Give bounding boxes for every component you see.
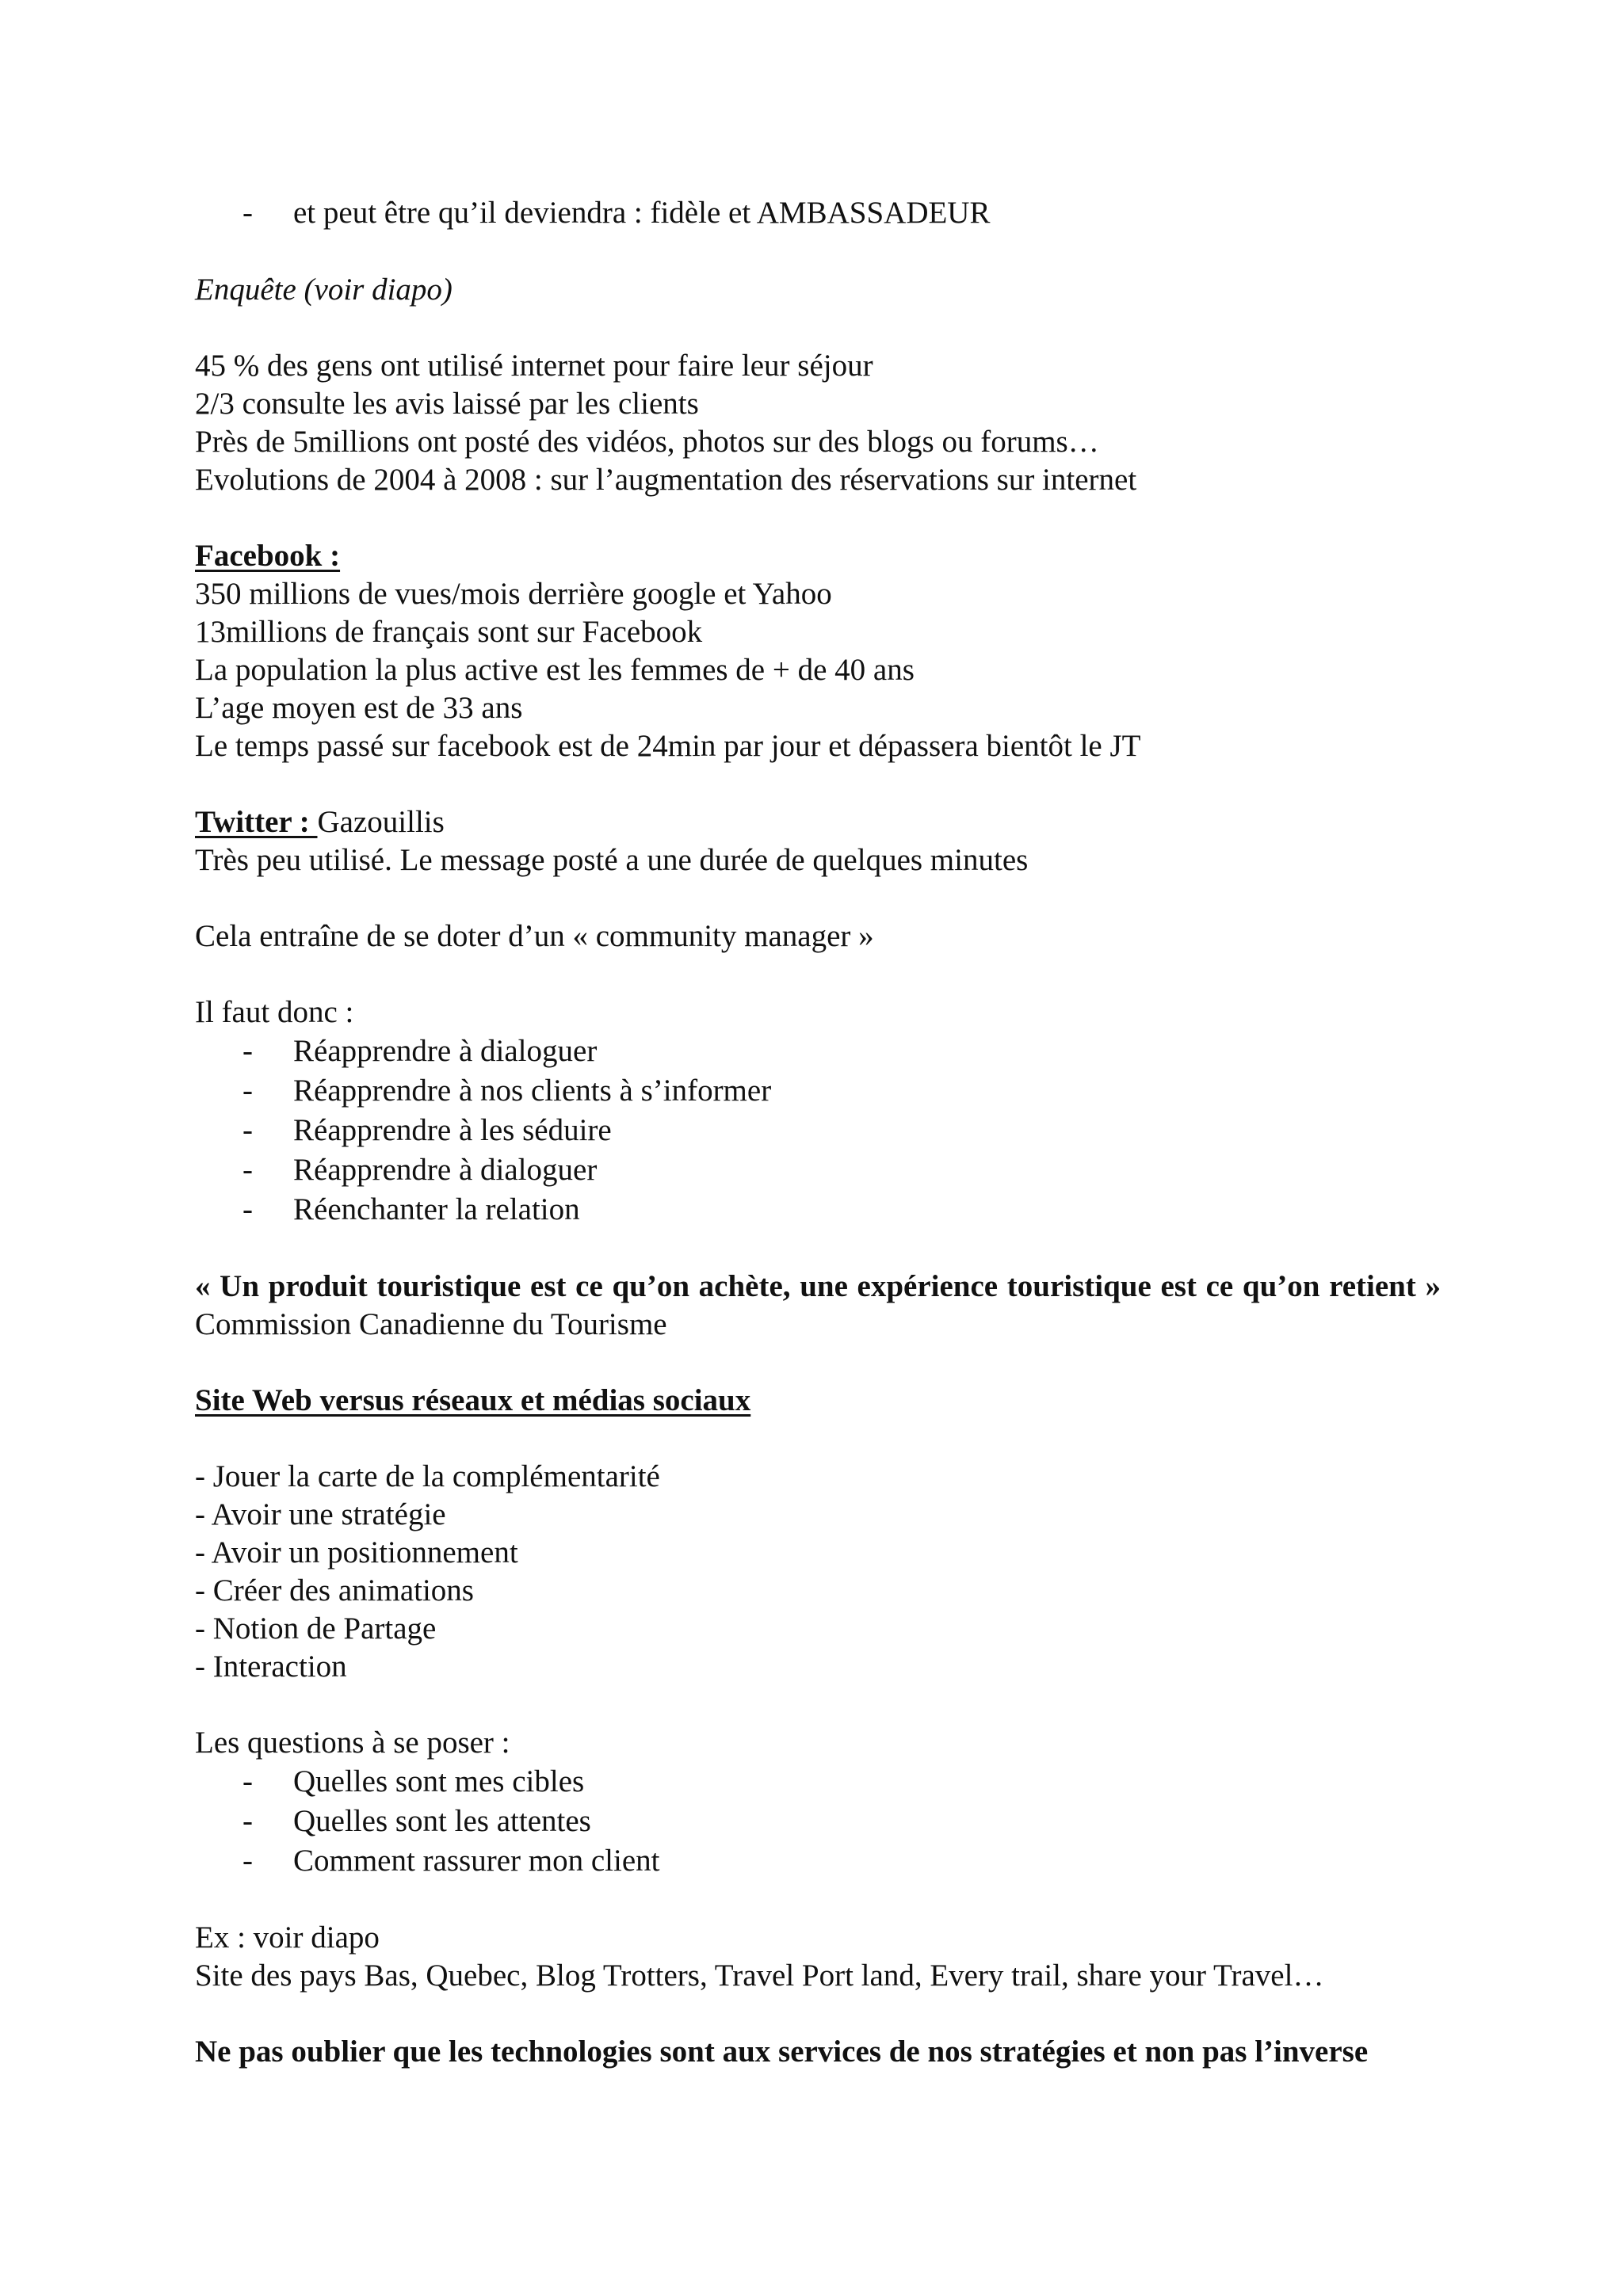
list-item: - Notion de Partage: [195, 1611, 437, 1646]
enquete-line: Près de 5millions ont posté des vidéos, photos sur des blogs ou forums…: [195, 425, 1099, 459]
examples-line: Ex : voir diapo: [195, 1920, 380, 1955]
twitter-section: [195, 803, 1441, 879]
list-item: [195, 1802, 1441, 1841]
list-item-text: Réapprendre à nos clients à s’informer: [293, 1074, 772, 1108]
list-item-text: Réapprendre à dialoguer: [293, 1034, 598, 1068]
list-item-text: Quelles sont mes cibles: [293, 1764, 585, 1798]
list-item: [195, 1150, 1441, 1190]
facebook-heading: Facebook :: [195, 539, 341, 573]
enquete-lines: [195, 347, 1441, 499]
list-item: - Créer des animations: [195, 1573, 474, 1608]
list-item-text: Réapprendre à les séduire: [293, 1113, 612, 1147]
list-item-text: Comment rassurer mon client: [293, 1844, 660, 1878]
dash-bullet: -: [242, 1764, 253, 1798]
dash-bullet: -: [242, 1034, 253, 1068]
list-item: [195, 1071, 1441, 1111]
list-item-text: Quelles sont les attentes: [293, 1804, 591, 1838]
examples-line: Site des pays Bas, Quebec, Blog Trotters, Travel Port land, Every trail, share your Travel…: [195, 1958, 1324, 1993]
dash-bullet: -: [242, 1804, 253, 1838]
dash-bullet: -: [242, 1844, 253, 1878]
facebook-line: Le temps passé sur facebook est de 24min par jour et dépassera bientôt le JT: [195, 729, 1141, 763]
il-faut-list: [195, 1032, 1441, 1230]
twitter-heading-line: [195, 803, 1441, 841]
facebook-section: [195, 537, 1441, 765]
dash-bullet: -: [242, 1153, 253, 1187]
facebook-line: L’age moyen est de 33 ans: [195, 691, 523, 725]
list-item: [195, 1032, 1441, 1071]
list-item-text: Réenchanter la relation: [293, 1192, 580, 1226]
twitter-line: Très peu utilisé. Le message posté a une durée de quelques minutes: [195, 843, 1029, 877]
quote-text: « Un produit touristique est ce qu’on achète, une expérience touristique est ce qu’on retient »: [195, 1269, 1441, 1303]
list-item: - Avoir un positionnement: [195, 1535, 518, 1569]
il-faut-intro: Il faut donc :: [195, 995, 354, 1029]
enquete-title: Enquête (voir diapo): [195, 273, 453, 307]
dash-bullet: -: [242, 196, 253, 230]
enquete-line: 45 % des gens ont utilisé internet pour faire leur séjour: [195, 349, 873, 383]
enquete-line: 2/3 consulte les avis laissé par les clients: [195, 387, 699, 421]
site-web-heading: Site Web versus réseaux et médias sociaux: [195, 1383, 751, 1417]
list-item: [195, 1762, 1441, 1802]
site-web-list: [195, 1458, 1441, 1686]
list-item: [195, 1190, 1441, 1230]
list-item: - Jouer la carte de la complémentarité: [195, 1459, 660, 1493]
facebook-line: 13millions de français sont sur Facebook: [195, 615, 703, 649]
twitter-heading: Twitter :: [195, 805, 318, 839]
examples-section: [195, 1919, 1441, 1995]
dash-bullet: -: [242, 1113, 253, 1147]
enquete-line: Evolutions de 2004 à 2008 : sur l’augmentation des réservations sur internet: [195, 463, 1137, 497]
list-item: [195, 193, 1441, 233]
list-item: - Avoir une stratégie: [195, 1497, 446, 1531]
list-item: - Interaction: [195, 1650, 347, 1684]
questions-intro: Les questions à se poser :: [195, 1726, 510, 1760]
list-item-text: et peut être qu’il deviendra : fidèle et AMBASSADEUR: [293, 196, 991, 230]
questions-list: [195, 1762, 1441, 1881]
document-body: [195, 193, 1441, 2071]
list-item: [195, 1841, 1441, 1881]
quote-paragraph: [195, 1268, 1441, 1344]
conclusion-paragraph: Ne pas oublier que les technologies sont aux services de nos stratégies et non pas l’inverse: [195, 2035, 1369, 2069]
twitter-heading-suffix: Gazouillis: [317, 805, 445, 839]
dash-bullet: -: [242, 1192, 253, 1226]
dash-bullet: -: [242, 1074, 253, 1108]
quote-source: Commission Canadienne du Tourisme: [195, 1307, 667, 1341]
facebook-line: La population la plus active est les femmes de + de 40 ans: [195, 653, 915, 687]
list-item: [195, 1111, 1441, 1150]
list-item-text: Réapprendre à dialoguer: [293, 1153, 598, 1187]
facebook-line: 350 millions de vues/mois derrière google et Yahoo: [195, 577, 832, 611]
community-line: Cela entraîne de se doter d’un « community manager »: [195, 919, 874, 953]
intro-list: [195, 193, 1441, 233]
